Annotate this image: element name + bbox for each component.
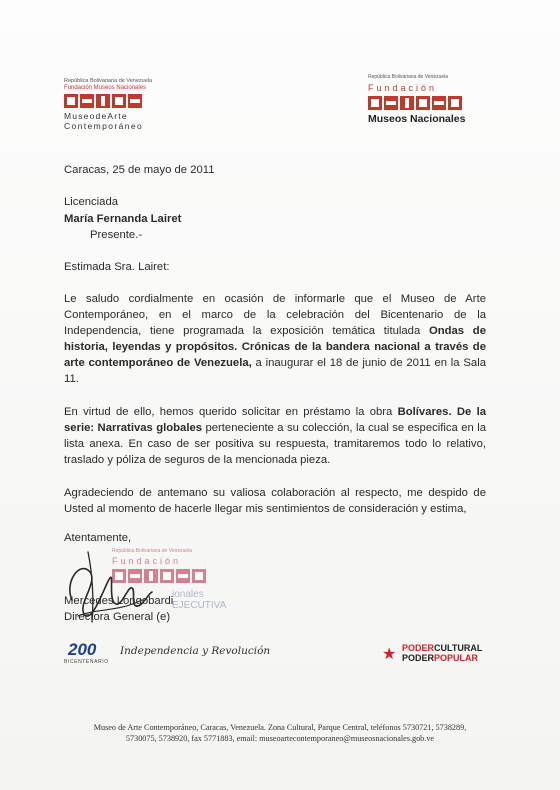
bicentenario-logo <box>62 640 282 666</box>
logo-left-museum-name-2: Contemporáneo <box>64 121 144 131</box>
paragraph-3: Agradeciendo de antemano su valiosa colaboración al respecto, me despido de Usted al momento de hacerle llegar mis sentimientos de consideración y estima, <box>64 487 486 515</box>
letter-greeting: Estimada Sra. Lairet: <box>64 261 170 273</box>
letter-closing: Atentamente, <box>64 532 132 544</box>
poder-word-2: CULTURAL <box>434 643 483 653</box>
recipient-name: María Fernanda Lairet <box>64 213 182 225</box>
poder-cultural-logo <box>382 642 494 670</box>
logo-left-emblem-icon <box>64 94 184 108</box>
signer-role: Directora General (e) <box>64 611 171 623</box>
bicentenario-slogan: Independencia y Revolución <box>120 645 271 657</box>
stamp-republic: República Bolivariana de Venezuela <box>112 548 193 554</box>
stamp-line-4: EJECUTIVA <box>172 600 227 611</box>
logo-right-foundation: Fundación <box>368 83 438 93</box>
logo-left-museum-name: MuseodeArte <box>64 111 128 121</box>
recipient-title: Licenciada <box>64 196 119 208</box>
bicentenario-number: 200 <box>68 640 97 659</box>
logo-left-republic: República Bolivariana de Venezuela <box>64 78 153 84</box>
signer-name: Mercedes Longobardi <box>64 595 174 607</box>
footer-line-2: 5730075, 5738920, fax 5771883, email: museoartecontemporaneo@museosnacionales.gob.ve <box>125 734 435 743</box>
p1-text-c: a inaugurar el 18 de junio de 2011 en la Sala 11. <box>64 357 486 385</box>
p2-artwork-title: Bolívares. De la serie: Narrativas globales <box>64 406 486 434</box>
poder-word-3: PODER <box>402 653 435 663</box>
bicentenario-label: BICENTENARIO <box>64 659 109 665</box>
letter-footer <box>64 722 496 744</box>
recipient-status: Presente.- <box>90 229 143 241</box>
logo-right-museums-name: Museos Nacionales <box>368 113 466 125</box>
stamp-foundation: Fundación <box>112 556 182 566</box>
poder-word-4: POPULAR <box>434 653 479 663</box>
paragraph-1 <box>64 291 486 387</box>
paragraph-2 <box>64 404 486 468</box>
museums-logo-right <box>368 74 498 125</box>
p2-text-a: En virtud de ello, hemos querido solicitar en préstamo la obra <box>64 406 398 418</box>
p1-exhibition-title: Ondas de historia, leyendas y propósitos. Crónicas de la bandera nacional a través de arte contemporáneo de Venezuela, <box>64 325 486 369</box>
p1-text-a: Le saludo cordialmente en ocasión de informarle que el Museo de Arte Contemporáneo, en el marco de la celebración del Bicentenario de la Independencia, tiene programada la exposición temática titulada <box>64 293 486 337</box>
footer-line-1: Museo de Arte Contemporáneo, Caracas, Venezuela. Zona Cultural, Parque Central, teléfonos 5730721, 5738289, <box>93 723 467 732</box>
poder-word-1: PODER <box>402 643 435 653</box>
star-icon: ★ <box>382 646 397 663</box>
museum-logo-left <box>64 78 184 131</box>
logo-right-republic: República Bolivariana de Venezuela <box>368 74 449 80</box>
logo-right-emblem-icon <box>368 96 498 110</box>
p2-text-c: perteneciente a su colección, la cual se especifica en la lista anexa. En caso de ser positiva su respuesta, tramitaremos todo lo relativo, traslado y póliza de seguros de la mencionada pieza. <box>64 422 486 466</box>
letter-date: Caracas, 25 de mayo de 2011 <box>64 164 215 176</box>
stamp-line-3: ionales <box>172 589 204 600</box>
logo-left-foundation: Fundación Museos Nacionales <box>64 85 147 91</box>
